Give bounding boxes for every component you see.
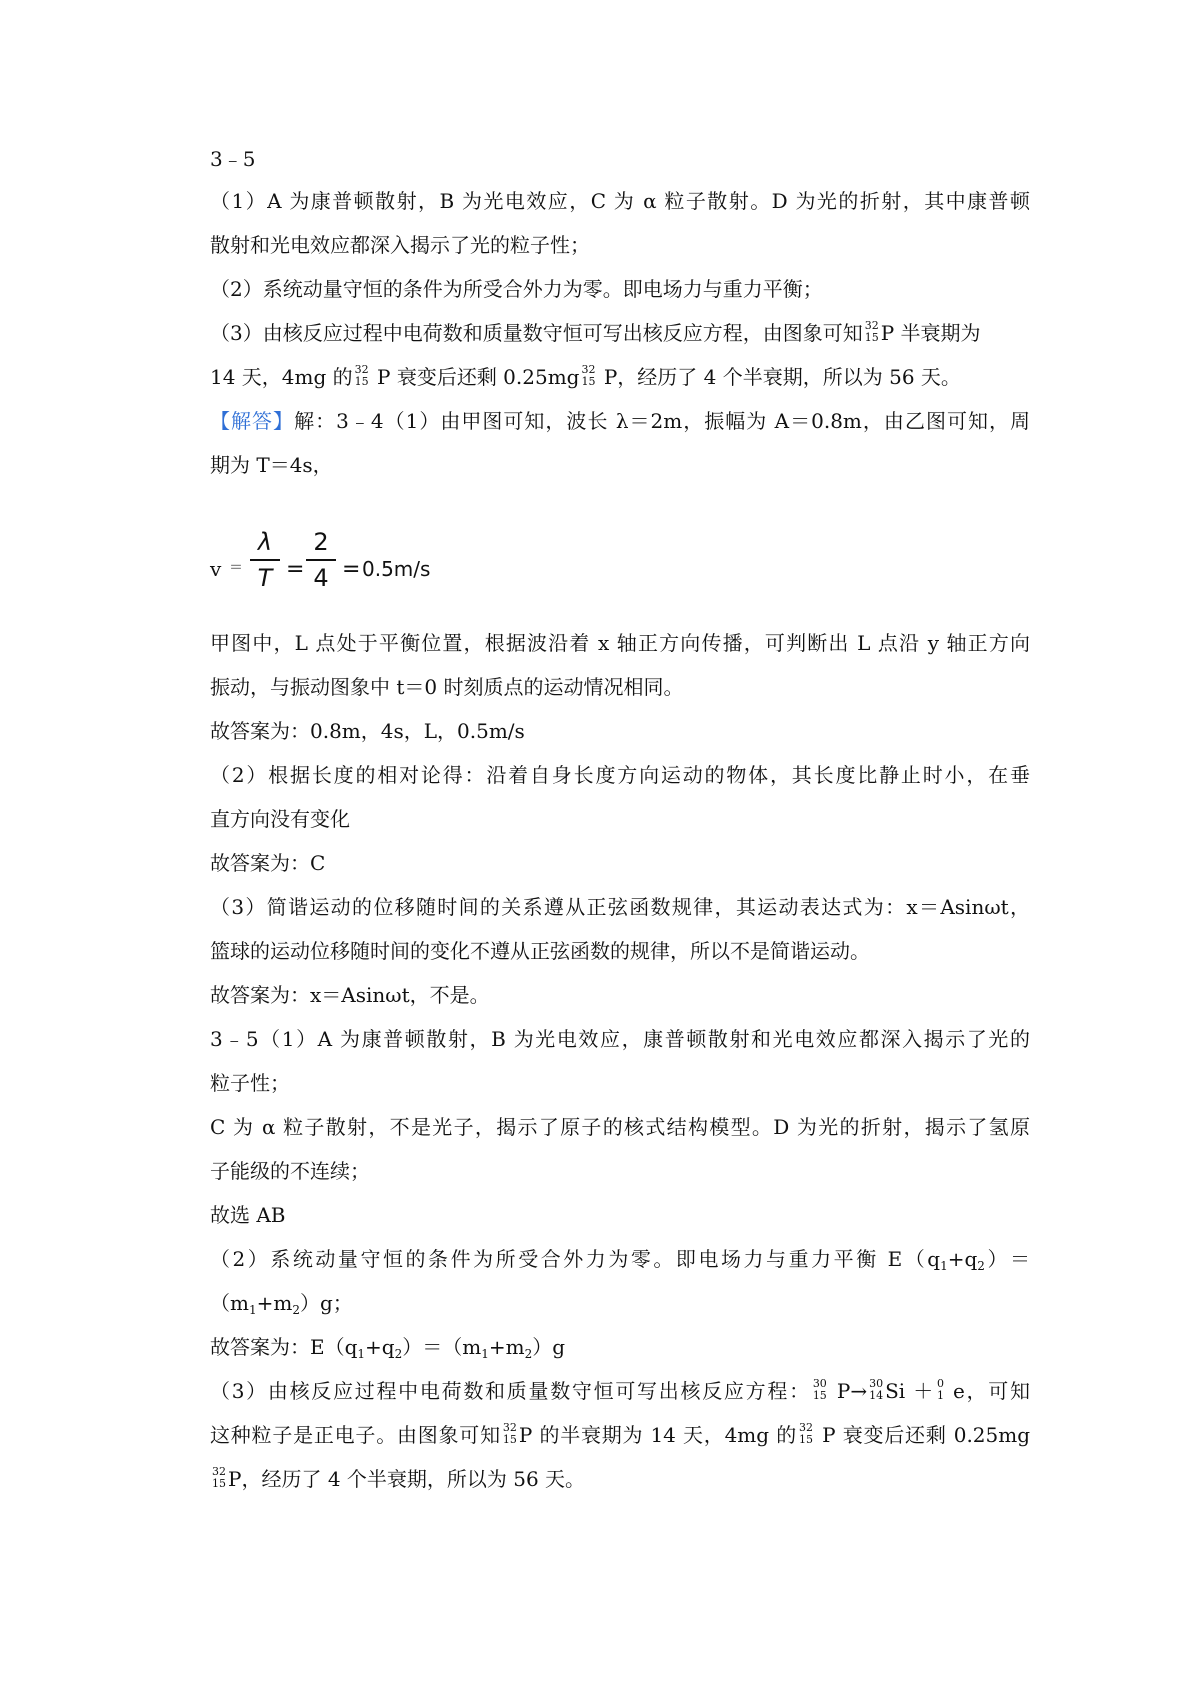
text: +m [488,1335,525,1359]
text: （3）由核反应过程中电荷数和质量数守恒可写出核反应方程，由图象可知 [210,321,863,345]
velocity-formula [210,528,610,605]
formula-result: 0.5m/s [362,557,431,581]
mass-number: 30 [869,1377,884,1390]
answer-line-1: 故答案为：0.8m，4s，L，0.5m/s [210,719,525,743]
text: P，经历了 4 个半衰期，所以为 56 天。 [228,1467,586,1491]
isotope-p32 [210,1465,228,1490]
text: +q [947,1247,978,1271]
solution-line-12: 子能级的不连续； [210,1159,370,1183]
mass-number: 32 [864,319,879,332]
text: （m [210,1291,249,1315]
solution-line-2: 期为 T＝4s， [210,453,333,477]
analysis-line-1: （1）A 为康普顿散射，B 为光电效应，C 为 α 粒子散射。D 为光的折射，其中康普顿 [210,189,1030,213]
solution-line-9: 3﹣5（1）A 为康普顿散射，B 为光电效应，康普顿散射和光电效应都深入揭示了光的 [210,1027,1030,1051]
denominator: T [257,564,273,592]
mass-number: 32 [799,1421,813,1434]
solution-line-10: 粒子性； [210,1071,290,1095]
isotope-p32 [501,1421,519,1446]
mass-number: 32 [212,1465,226,1478]
text: 故答案为：E（q [210,1335,358,1359]
isotope-p32 [863,319,881,344]
solution-label: 【解答】 [210,409,295,433]
text: ）＝ [984,1247,1031,1271]
formula-v: v [210,557,222,581]
formula-equals: ＝ [229,560,243,576]
solution-line-5: （2）根据长度的相对论得：沿着自身长度方向运动的物体，其长度比静止时小，在垂 [210,763,1030,787]
atomic-number: 15 [502,1433,517,1446]
text: ）g； [299,1291,353,1315]
mass-number: 30 [812,1377,827,1390]
text: e，可知 [953,1379,1030,1403]
isotope-p32 [353,363,371,388]
text: P，经历了 4 个半衰期，所以为 56 天。 [597,365,961,389]
analysis-line-4 [210,320,1030,346]
isotope-p30 [811,1377,829,1402]
formula-equals: = [286,557,305,582]
numerator: λ [257,528,273,556]
text: Si ＋ [885,1379,935,1403]
answer-line-4: 故选 AB [210,1203,286,1227]
fraction-bar [250,559,280,561]
solution-line-15 [210,1378,1030,1404]
text: P 衰变后还剩 0.25mg [370,365,580,389]
atomic-number: 15 [799,1433,813,1446]
solution-line-1 [210,408,1030,434]
answer-line-5 [210,1334,1030,1360]
text: 14 天，4mg 的 [210,365,353,389]
subscript: 1 [357,1347,366,1361]
mass-number: 32 [502,1421,517,1434]
answer-line-3: 故答案为：x＝Asinωt，不是。 [210,983,490,1007]
isotope-si30 [867,1377,885,1402]
text: （2）系统动量守恒的条件为所受合外力为零。即电场力与重力平衡 E（q [210,1247,941,1271]
analysis-line-2: 散射和光电效应都深入揭示了光的粒子性； [210,233,590,257]
subscript: 1 [248,1303,257,1317]
solution-line-14 [210,1290,1030,1316]
atomic-number: 15 [812,1389,827,1402]
solution-line-3: 甲图中，L 点处于平衡位置，根据波沿着 x 轴正方向传播，可判断出 L 点沿 y 轴正方向 [210,631,1030,655]
numerator: 2 [313,528,329,556]
text: ）g [532,1335,566,1359]
isotope-p32 [579,363,597,388]
text: P 半衰期为 [880,321,981,345]
denominator: 4 [313,564,329,592]
fraction-lambda-over-T [250,527,280,593]
solution-line-7: （3）简谐运动的位移随时间的关系遵从正弦函数规律，其运动表达式为：x＝Asinωt， [210,895,1030,919]
answer-line-2: 故答案为：C [210,851,326,875]
text: ）＝（m [402,1335,482,1359]
solution-line-11: C 为 α 粒子散射，不是光子，揭示了原子的核式结构模型。D 为光的折射，揭示了氢原 [210,1115,1030,1139]
subscript: 2 [524,1347,533,1361]
isotope-positron [935,1377,953,1402]
text: （3）由核反应过程中电荷数和质量数守恒可写出核反应方程： [210,1379,811,1403]
solution-line-6: 直方向没有变化 [210,807,350,831]
mass-number: 32 [581,363,596,376]
atomic-number: 15 [212,1477,226,1490]
fraction-bar [306,559,336,561]
text: +m [256,1291,293,1315]
subscript: 2 [292,1303,300,1317]
section-heading: 3﹣5 [210,147,256,171]
subscript: 1 [940,1259,948,1273]
text: +q [365,1335,395,1359]
atomic-number: 14 [869,1389,884,1402]
solution-line-8: 篮球的运动位移随时间的变化不遵从正弦函数的规律，所以不是简谐运动。 [210,939,870,963]
text: P 的半衰期为 14 天，4mg 的 [518,1423,797,1447]
isotope-p32 [797,1421,815,1446]
text: 解：3﹣4（1）由甲图可知，波长 λ＝2m，振幅为 A＝0.8m，由乙图可知，周 [294,409,1031,433]
atomic-number: 15 [354,375,369,388]
solution-line-16 [210,1422,1030,1448]
analysis-line-5 [210,364,1030,390]
fraction-2-over-4 [306,527,336,593]
text: 这种粒子是正电子。由图象可知 [210,1423,501,1447]
subscript: 1 [481,1347,489,1361]
subscript: 2 [394,1347,403,1361]
analysis-line-3: （2）系统动量守恒的条件为所受合外力为零。即电场力与重力平衡； [210,277,823,301]
atomic-number: 15 [864,331,879,344]
mass-number: 32 [354,363,369,376]
formula-equals: = [342,557,361,582]
text: P 衰变后还剩 0.25mg [815,1423,1031,1447]
atomic-number: 1 [937,1389,944,1402]
mass-number: 0 [937,1377,944,1390]
text: P→ [828,1379,868,1403]
solution-line-17 [210,1466,1030,1492]
subscript: 2 [977,1259,985,1273]
solution-line-4: 振动，与振动图象中 t＝0 时刻质点的运动情况相同。 [210,675,684,699]
atomic-number: 15 [581,375,596,388]
solution-line-13 [210,1246,1030,1272]
